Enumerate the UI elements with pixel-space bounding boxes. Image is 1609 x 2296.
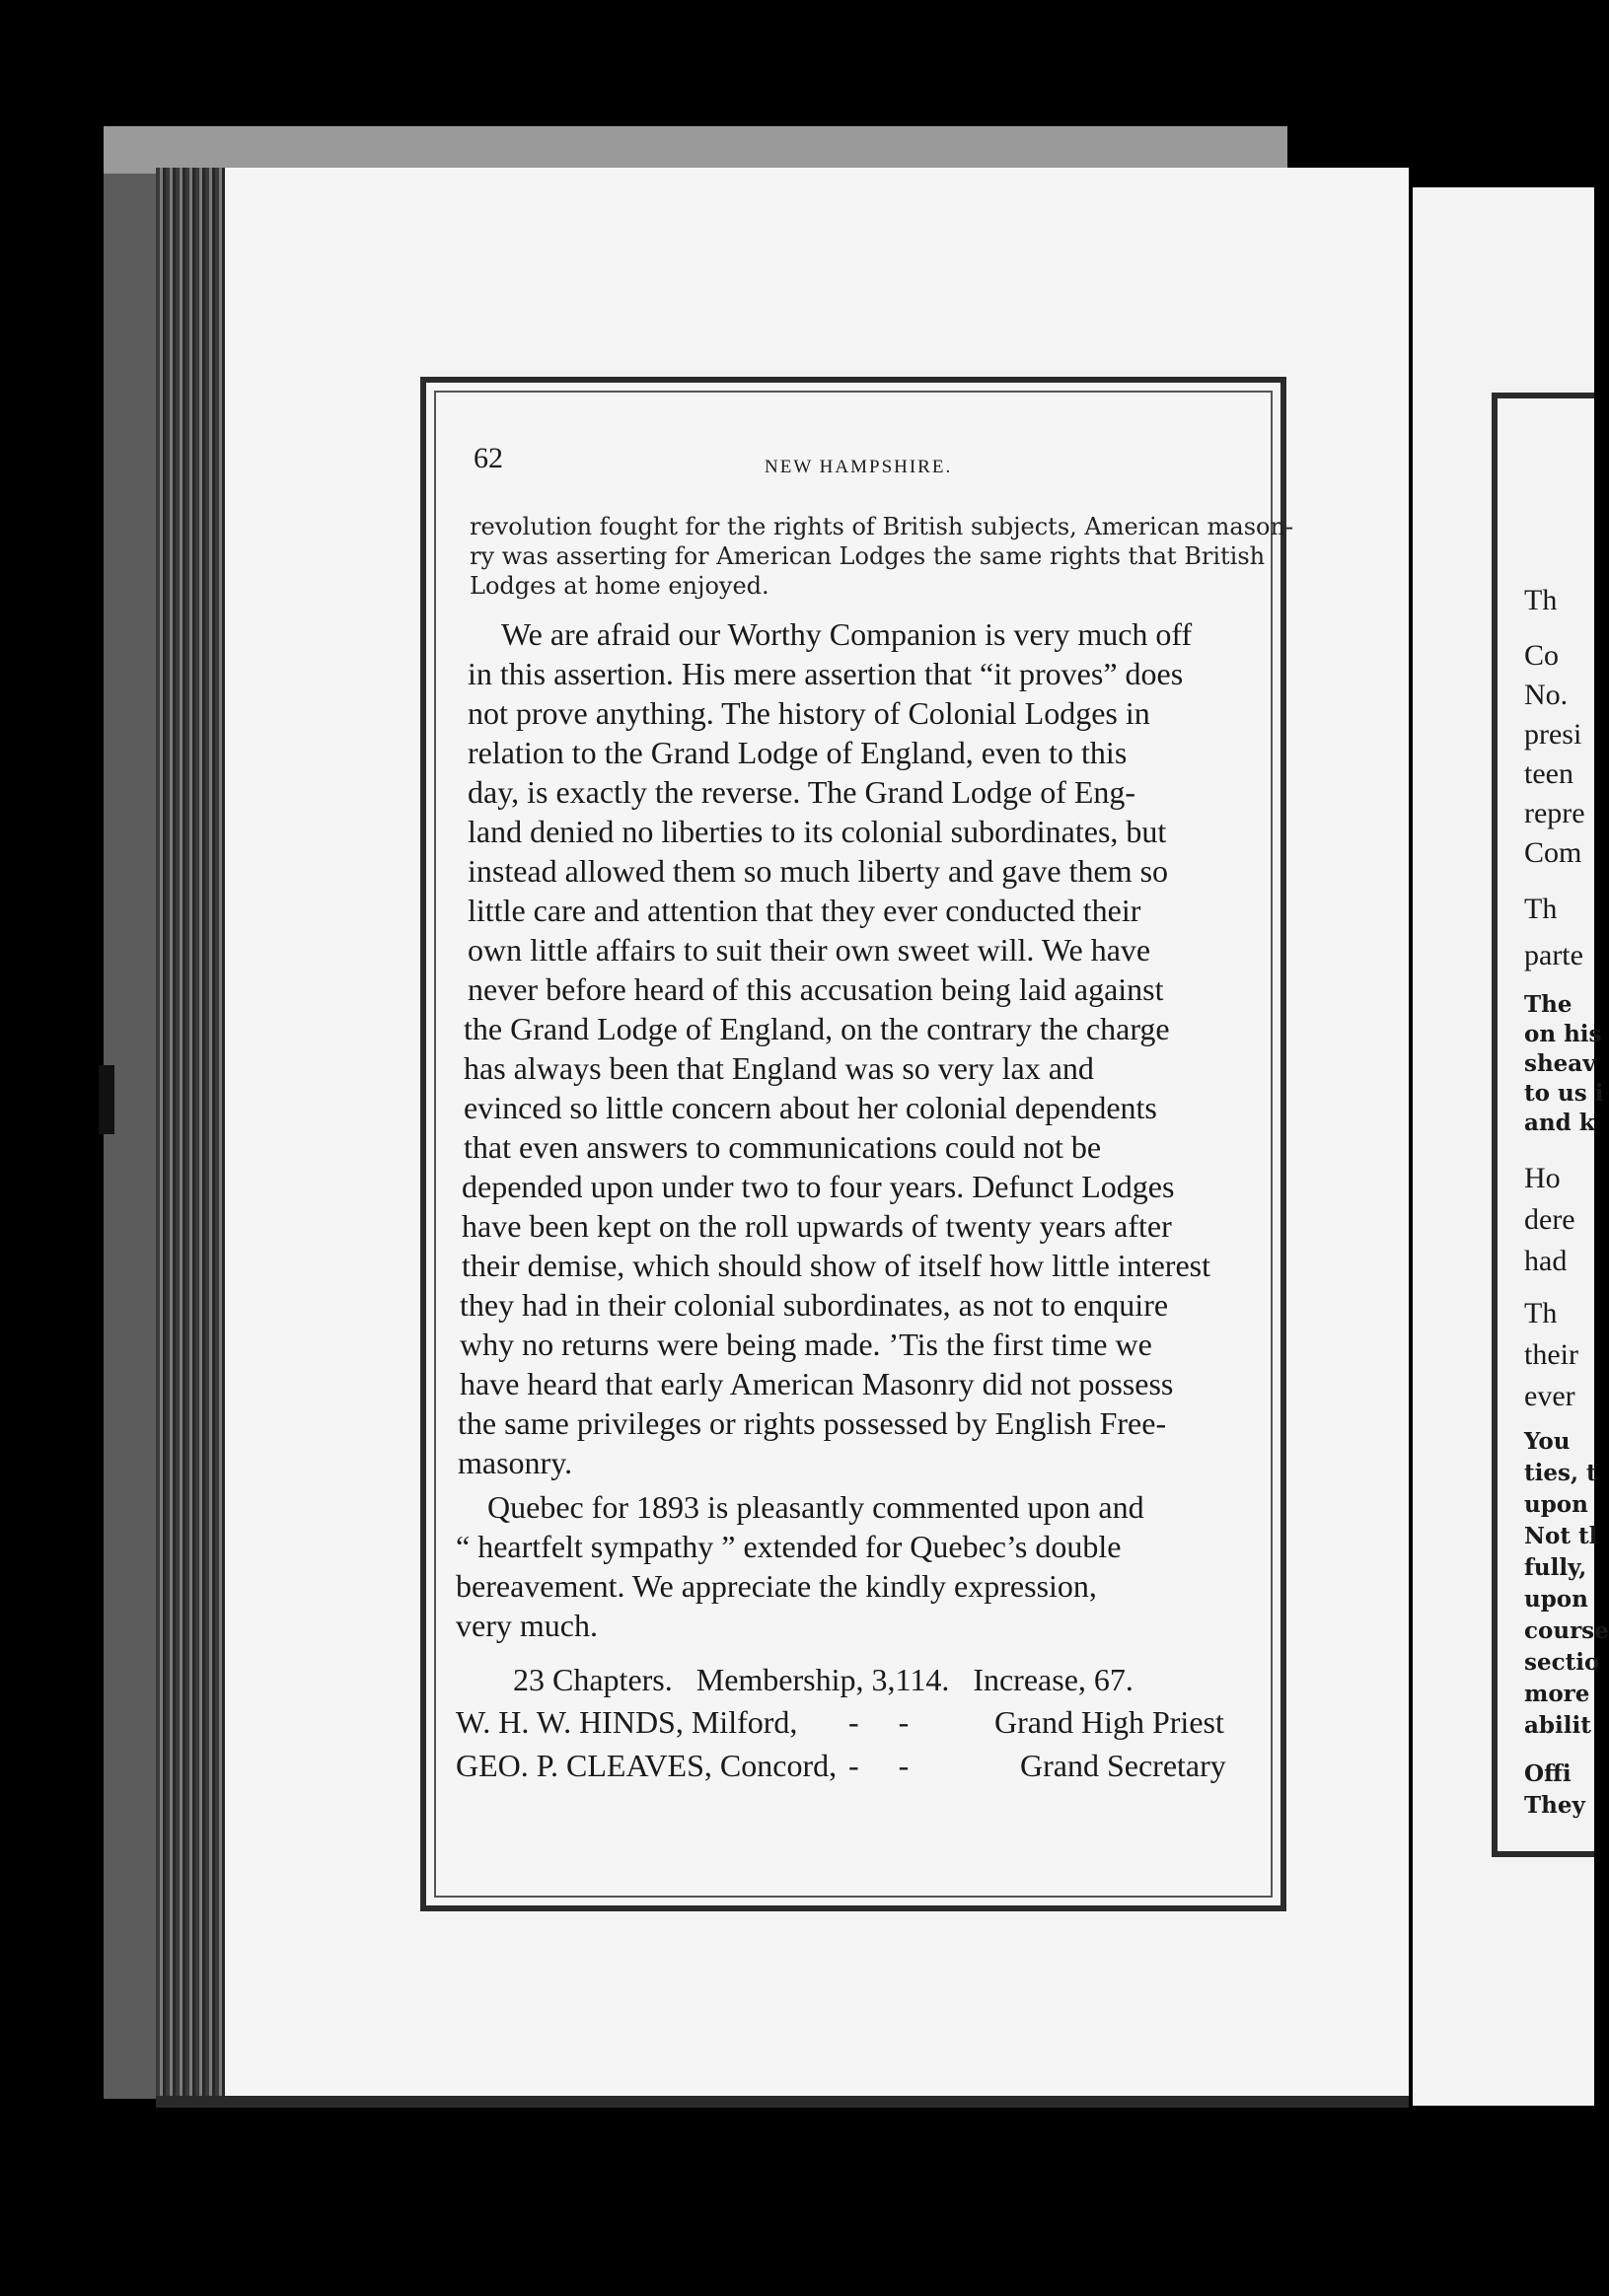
page-edges (156, 168, 235, 2101)
page-number: 62 (474, 442, 503, 474)
right-page-line: parte (1524, 939, 1583, 971)
right-page-small-line: upon (1524, 1586, 1588, 1613)
officer-title: Grand High Priest (994, 1704, 1224, 1740)
body-line: the same privileges or rights possessed by English Free- (458, 1405, 1167, 1441)
right-page-small-line: course (1524, 1617, 1609, 1644)
body-line: has always been that England was so very lax and (464, 1050, 1094, 1086)
body-line: why no returns were being made. ’Tis the first time we (460, 1327, 1152, 1362)
right-page-line: Th (1524, 893, 1558, 925)
right-page-line: Com (1524, 836, 1582, 869)
right-page-line: teen (1524, 757, 1573, 790)
body-line: the Grand Lodge of England, on the contrary the charge (464, 1011, 1170, 1046)
right-page-line: Ho (1524, 1162, 1561, 1194)
right-page-line: presi (1524, 718, 1582, 751)
right-page-small-line: You (1524, 1428, 1571, 1455)
right-page-small-line: more (1524, 1681, 1590, 1707)
right-page-line: Th (1524, 1297, 1558, 1329)
right-page-small-line: and k (1524, 1110, 1595, 1136)
stats-line: 23 Chapters. Membership, 3,114. Increase, 67. (513, 1662, 1134, 1697)
quebec-line: bereavement. We appreciate the kindly expression, (456, 1568, 1097, 1604)
right-page-small-line: abilit (1524, 1712, 1591, 1739)
body-line: masonry. (458, 1445, 573, 1480)
body-line: that even answers to communications could not be (464, 1129, 1102, 1165)
quebec-line: very much. (456, 1608, 598, 1643)
right-page-small-line: to us i (1524, 1080, 1604, 1107)
right-page-small-line: Not tl (1524, 1523, 1598, 1549)
right-page-small-line: sheav (1524, 1050, 1596, 1077)
running-head: NEW HAMPSHIRE. (765, 457, 953, 477)
right-page-line: No. (1524, 679, 1569, 711)
book-cover-edge (104, 126, 1287, 174)
right-page-line: Th (1524, 584, 1558, 616)
body-line: in this assertion. His mere assertion that “it proves” does (468, 656, 1184, 691)
body-line: have heard that early American Masonry did not possess (460, 1366, 1174, 1401)
right-page-small-line: ties, t (1524, 1460, 1597, 1486)
body-line: little care and attention that they ever conducted their (468, 893, 1141, 928)
right-page-line: Co (1524, 639, 1560, 672)
right-page-line: had (1524, 1245, 1568, 1277)
body-line: land denied no liberties to its colonial subordinates, but (468, 814, 1167, 849)
body-line: own little affairs to suit their own sweet will. We have (468, 932, 1151, 968)
body-line: instead allowed them so much liberty and gave them so (468, 853, 1169, 889)
right-page-small-line: sectio (1524, 1649, 1600, 1676)
right-page-line: repre (1524, 797, 1585, 829)
body-line: evinced so little concern about her colonial dependents (464, 1090, 1157, 1125)
right-page-line: ever (1524, 1380, 1575, 1412)
right-page-small-line: on his (1524, 1021, 1602, 1047)
officer-name: GEO. P. CLEAVES, Concord, (456, 1748, 838, 1783)
intro-line: ry was asserting for American Lodges the same rights that British (470, 542, 1266, 570)
body-line: their demise, which should show of itself how little interest (462, 1248, 1210, 1283)
body-line: day, is exactly the reverse. The Grand Lodge of Eng- (468, 774, 1136, 810)
body-line: not prove anything. The history of Colonial Lodges in (468, 695, 1150, 731)
body-line: they had in their colonial subordinates, as not to enquire (460, 1287, 1169, 1323)
body-line: We are afraid our Worthy Companion is very much off (501, 616, 1193, 652)
officer-name: W. H. W. HINDS, Milford, (456, 1704, 798, 1740)
intro-line: Lodges at home enjoyed. (470, 572, 769, 600)
page-shadow (156, 2096, 1409, 2108)
body-line: relation to the Grand Lodge of England, even to this (468, 735, 1128, 770)
right-page-small-line: fully, (1524, 1554, 1587, 1581)
right-page-small-line: Offi (1524, 1760, 1572, 1787)
officer-dashes: - - (848, 1704, 910, 1740)
quebec-line: Quebec for 1893 is pleasantly commented upon and (487, 1489, 1144, 1525)
right-page-line: their (1524, 1338, 1578, 1371)
officer-dashes: - - (848, 1748, 910, 1783)
intro-line: revolution fought for the rights of British subjects, American mason- (470, 513, 1294, 540)
right-page-line: dere (1524, 1203, 1575, 1236)
quebec-line: “ heartfelt sympathy ” extended for Quebec’s double (456, 1529, 1122, 1564)
officer-title: Grand Secretary (1020, 1748, 1226, 1783)
body-line: have been kept on the roll upwards of twenty years after (462, 1208, 1172, 1244)
right-page-small-line: They (1524, 1792, 1585, 1819)
right-page-small-line: upon (1524, 1491, 1588, 1518)
bookmark-tab (99, 1065, 114, 1134)
body-line: never before heard of this accusation being laid against (468, 971, 1164, 1007)
right-page-small-line: The (1524, 991, 1572, 1018)
body-line: depended upon under two to four years. Defunct Lodges (462, 1169, 1175, 1204)
